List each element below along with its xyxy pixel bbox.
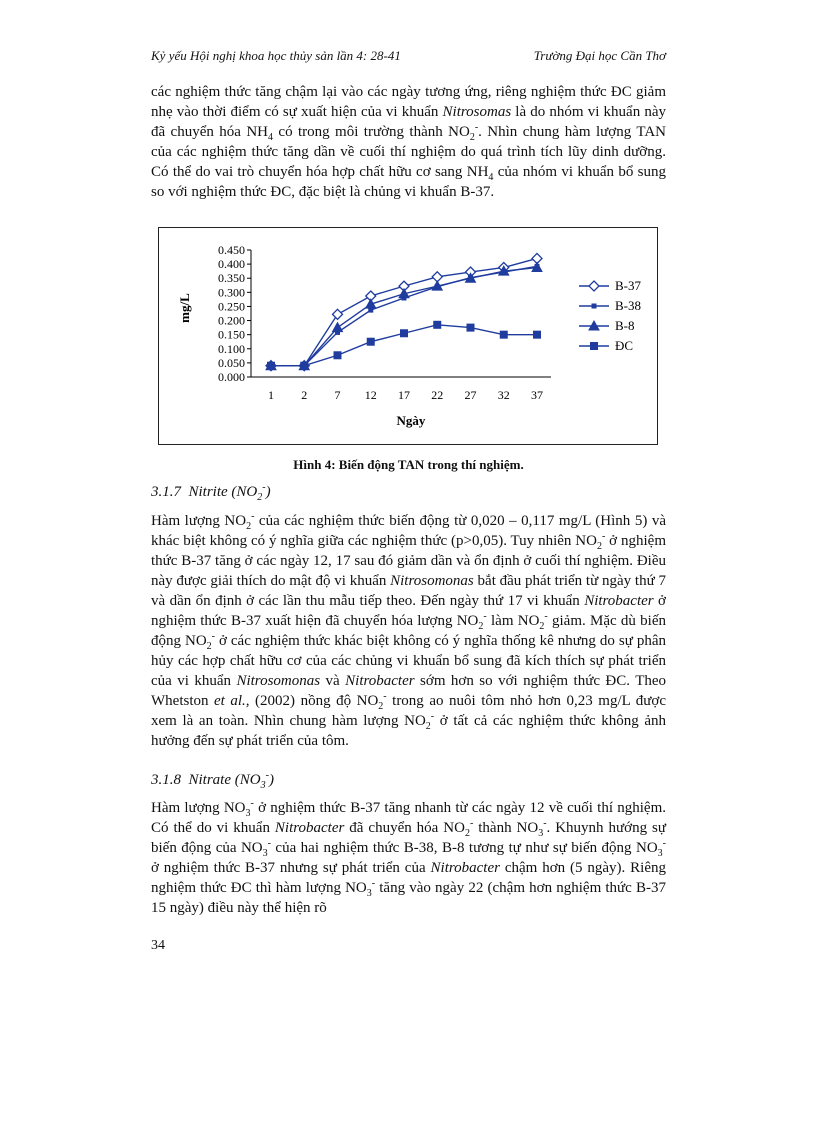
series-b-8	[266, 262, 542, 369]
running-header	[151, 48, 666, 66]
x-tick-label: 12	[364, 388, 377, 402]
legend-entry	[579, 338, 633, 353]
section-heading-nitrite: 3.1.7 Nitrite $(NO_2^-)$	[151, 482, 271, 503]
x-tick-label: 7	[334, 388, 341, 402]
x-tick-label: 22	[431, 388, 444, 402]
x-tick-label: 17	[398, 388, 410, 402]
marker-square	[433, 321, 441, 329]
marker-square	[500, 331, 508, 339]
section-heading-nitrate: 3.1.8 Nitrate $(NO_3^-)$	[151, 770, 274, 791]
y-tick-label: 0.200	[218, 313, 245, 328]
y-tick-label: 0.400	[218, 257, 245, 272]
marker-diamond	[589, 281, 599, 291]
header-university: Trường Đại học Cần Thơ	[533, 48, 666, 63]
legend-label: ĐC	[615, 338, 634, 353]
legend-label: B-37	[615, 278, 641, 293]
paragraph-nitrite: Hàm lượng $NO_2^-$ của các nghiệm thức biến động từ 0,020 – 0,117 mg/L (Hình 5) và khác biệt không có ý nghĩa giữa các nghiệm thức (p>0,05). Tuy nhiên $NO_2^-$ ở nghiệm thức B-37 tăng ở các ngày 12, 17 sau đó giảm dần và ổn định ở cuối thí nghiệm. Điều này được giải thích do mật độ vi khuẩn Nitrosomonas bắt đầu phát triển từ ngày thứ 7 và dần ổn định ở các lần thu mẫu tiếp theo. Đến ngày thứ 17 vi khuẩn Nitrobacter ở nghiệm thức B-37 xuất hiện đã chuyển hóa lượng $NO_2^-$ làm $NO_2^-$ giảm. Mặc dù biến động $NO_2^-$ ở các nghiệm thức khác biệt không có ý nghĩa thống kê nhưng do sự phân hủy các hợp chất hữu cơ của các chủng vi khuẩn bổ sung đã kích thích sự phát triển của vi khuẩn Nitrosomonas và Nitrobacter sớm hơn so với nghiệm thức ĐC. Theo Whetston et al., (2002) nồng độ $NO_2^-$ trong ao nuôi tôm nhỏ hơn 0,23 mg/L được xem là an toàn. Nhìn chung hàm lượng $NO_2^-$ ở tất cả các nghiệm thức không ảnh hưởng đến sự phát triển của tôm.	[151, 511, 667, 749]
y-tick-label: 0.100	[218, 341, 245, 356]
legend-entry	[579, 318, 635, 333]
marker-square	[400, 329, 408, 337]
tan-line-chart	[159, 228, 657, 444]
marker-square	[467, 324, 475, 332]
paragraph-tan-discussion: các nghiệm thức tăng chậm lại vào các ngày tương ứng, riêng nghiệm thức ĐC giảm nhẹ vào thời điểm có sự xuất hiện của vi khuẩn Nitrosomas là do nhóm vi khuẩn này đã chuyển hóa $NH_4$ có trong môi trường thành $NO_2^-$. Nhìn chung hàm lượng TAN của các nghiệm thức tăng dần về cuối thí nghiệm do quá trình tích lũy dinh dưỡng. Có thể do vai trò chuyển hóa hợp chất hữu cơ sang $NH_4$ của nhóm vi khuẩn bổ sung so với nghiệm thức ĐC, đặc biệt là chủng vi khuẩn B-37.	[151, 84, 666, 200]
figure-caption: Hình 4: Biến động TAN trong thí nghiệm.	[293, 457, 524, 472]
marker-triangle	[333, 323, 343, 332]
x-tick-label: 27	[464, 388, 477, 402]
marker-square	[533, 331, 541, 339]
legend-label: B-38	[615, 298, 641, 313]
y-tick-label: 0.250	[218, 299, 245, 314]
chart-series	[266, 253, 542, 370]
series-b-38	[269, 264, 540, 368]
series--c	[267, 321, 541, 370]
x-axis	[251, 377, 551, 402]
legend-entry	[579, 278, 642, 293]
x-axis-label: Ngày	[396, 413, 426, 428]
x-tick-label: 32	[497, 388, 510, 402]
legend-entry	[579, 298, 641, 313]
x-tick-label: 1	[268, 388, 274, 402]
marker-square-small	[592, 304, 597, 309]
series-line	[271, 258, 537, 365]
marker-diamond	[333, 309, 343, 319]
marker-square	[300, 362, 308, 370]
chart-legend	[579, 278, 642, 353]
header-journal: Kỷ yếu Hội nghị khoa học thủy sản lần 4: 28-41	[151, 48, 401, 63]
y-tick-label: 0.450	[218, 243, 245, 257]
y-tick-label: 0.300	[218, 285, 245, 300]
y-tick-label: 0.050	[218, 355, 245, 370]
marker-square	[367, 338, 375, 346]
y-tick-label: 0.150	[218, 327, 245, 342]
tan-chart-frame	[158, 227, 658, 445]
marker-square	[590, 342, 598, 350]
y-tick-label: 0.350	[218, 271, 245, 286]
x-tick-label: 37	[531, 388, 543, 402]
legend-label: B-8	[615, 318, 635, 333]
y-axis	[218, 243, 251, 384]
marker-square	[267, 362, 275, 370]
y-tick-label: 0.000	[218, 370, 245, 384]
page-number: 34	[151, 938, 165, 953]
paragraph-nitrate: Hàm lượng $NO_3^-$ ở nghiệm thức B-37 tăng nhanh từ các ngày 12 về cuối thí nghiệm. Có thể do vi khuẩn Nitrobacter đã chuyển hóa $NO_2^-$ thành $NO_3^-$. Khuynh hướng sự biến động của $NO_3^-$ của hai nghiệm thức B-38, B-8 tương tự như sự biến động $NO_3^-$ ở nghiệm thức B-37 nhưng sự phát triển của Nitrobacter chậm hơn (5 ngày). Riêng nghiệm thức ĐC thì hàm lượng $NO_3^-$ tăng vào ngày 22 (chậm hơn nghiệm thức B-37 15 ngày) điều này thể hiện rõ	[151, 798, 667, 916]
x-tick-label: 2	[301, 388, 308, 402]
y-axis-label: mg/L	[177, 293, 192, 323]
marker-square	[334, 351, 342, 359]
